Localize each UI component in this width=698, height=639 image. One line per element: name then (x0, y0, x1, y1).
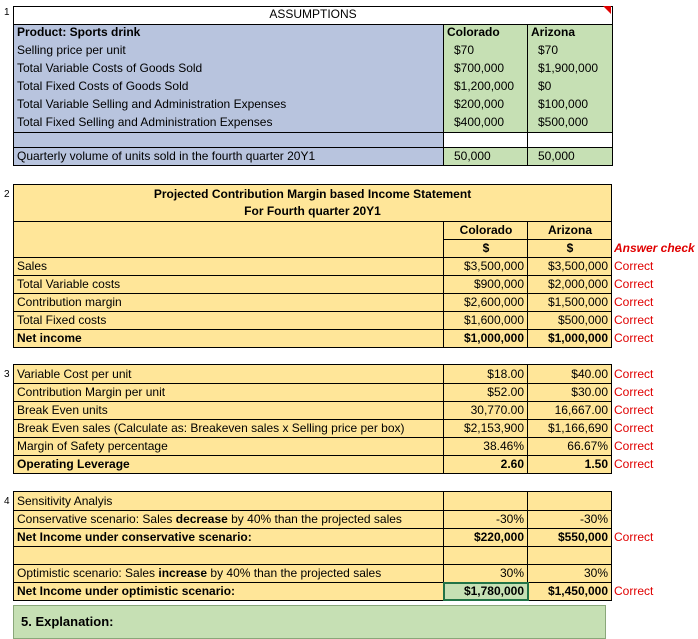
income-row-arizona[interactable]: $1,000,000 (547, 331, 608, 345)
grid-line (443, 24, 444, 166)
assumption-row-colorado[interactable]: $70 (454, 43, 475, 57)
grid-line (13, 24, 613, 25)
metric-row-label: Margin of Safety percentage (17, 439, 168, 453)
metric-row-arizona[interactable]: 66.67% (567, 439, 608, 453)
optimistic-scenario-label (14, 565, 444, 582)
conservative-net-income-arizona[interactable]: $550,000 (557, 530, 608, 544)
metric-row-arizona[interactable]: 16,667.00 (554, 403, 608, 417)
grid-line (13, 311, 612, 312)
metric-row-label: Break Even sales (Calculate as: Breakeven sales x Selling price per box) (17, 421, 405, 435)
metric-row-label: Contribution Margin per unit (17, 385, 166, 399)
metric-row-colorado[interactable]: $52.00 (487, 385, 524, 399)
grid-line (13, 275, 612, 276)
income-row-colorado[interactable]: $1,000,000 (463, 331, 524, 345)
assumption-row-arizona[interactable]: $0 (538, 79, 552, 93)
grid-line (13, 528, 612, 529)
conservative-arizona[interactable]: -30% (579, 512, 608, 526)
conservative-net-income-colorado[interactable]: $220,000 (473, 530, 524, 544)
assumptions-col-arizona: Arizona (531, 25, 576, 39)
product-label: Product: Sports drink (17, 25, 141, 39)
income-subtitle: For Fourth quarter 20Y1 (244, 204, 381, 218)
grid-line (13, 546, 612, 547)
income-row-colorado[interactable]: $1,600,000 (463, 313, 524, 327)
grid-line (13, 437, 612, 438)
grid-line (13, 132, 613, 133)
grid-line (13, 257, 612, 258)
metric-row-label: Variable Cost per unit (17, 367, 132, 381)
assumption-row-colorado[interactable]: $1,200,000 (454, 79, 515, 93)
metric-row-arizona[interactable]: $1,166,690 (547, 421, 608, 435)
assumption-row-arizona[interactable]: $70 (538, 43, 559, 57)
grid-line (13, 221, 612, 222)
assumptions-col-colorado: Colorado (447, 25, 500, 39)
metric-row-check: Correct (614, 403, 654, 417)
grid-line (527, 221, 528, 348)
income-col-colorado: Colorado (459, 223, 513, 237)
income-row-check: Correct (614, 295, 654, 309)
assumption-row-colorado[interactable]: $400,000 (454, 115, 505, 129)
row-number-1: 1 (4, 7, 10, 18)
conservative-net-income-check: Correct (614, 530, 654, 544)
income-row-check: Correct (614, 277, 654, 291)
metric-row-colorado[interactable]: 2.60 (500, 457, 524, 471)
conservative-suffix: by 40% than the projected sales (227, 512, 402, 526)
assumption-row-colorado[interactable]: $200,000 (454, 97, 505, 111)
metric-row-colorado[interactable]: $2,153,900 (463, 421, 524, 435)
selected-cell-border[interactable] (443, 582, 529, 601)
metric-row-colorado[interactable]: 30,770.00 (470, 403, 524, 417)
income-title: Projected Contribution Margin based Income Statement (153, 187, 472, 201)
income-col-arizona: Arizona (547, 223, 592, 237)
income-row-label: Total Fixed costs (17, 313, 107, 327)
conservative-scenario-label (14, 511, 444, 528)
quarterly-volume-label: Quarterly volume of units sold in the fourth quarter 20Y1 (17, 149, 316, 163)
income-currency-arizona: $ (566, 241, 574, 255)
assumption-row-arizona[interactable]: $100,000 (538, 97, 589, 111)
grid-line (13, 510, 612, 511)
optimistic-colorado[interactable]: 30% (499, 566, 524, 580)
assumption-row-arizona[interactable]: $1,900,000 (538, 61, 599, 75)
assumption-row-label: Selling price per unit (17, 43, 126, 57)
sensitivity-title: Sensitivity Analyis (17, 494, 113, 508)
grid-line (443, 364, 444, 474)
income-row-colorado[interactable]: $2,600,000 (463, 295, 524, 309)
row-number-2: 2 (4, 189, 10, 200)
conservative-net-income-label: Net Income under conservative scenario: (17, 530, 252, 544)
metric-row-check: Correct (614, 439, 654, 453)
optimistic-prefix: Optimistic scenario: Sales (17, 566, 159, 580)
grid-line (13, 147, 613, 148)
grid-line (13, 383, 612, 384)
income-row-arizona[interactable]: $3,500,000 (547, 259, 608, 273)
grid-line (443, 221, 444, 348)
explanation-label: 5. Explanation: (21, 614, 114, 629)
income-row-arizona[interactable]: $500,000 (557, 313, 608, 327)
quarterly-volume-colorado[interactable]: 50,000 (454, 149, 491, 163)
conservative-colorado[interactable]: -30% (495, 512, 524, 526)
metric-row-label: Operating Leverage (17, 457, 130, 471)
optimistic-bold: increase (158, 566, 208, 580)
comment-indicator (603, 6, 611, 14)
assumption-row-label: Total Variable Selling and Administration Expenses (17, 97, 287, 111)
conservative-prefix: Conservative scenario: Sales (17, 512, 176, 526)
income-row-label: Net income (17, 331, 82, 345)
grid-line (13, 401, 612, 402)
metric-row-arizona[interactable]: $40.00 (571, 367, 608, 381)
metric-row-check: Correct (614, 457, 654, 471)
income-row-label: Total Variable costs (17, 277, 121, 291)
income-row-colorado[interactable]: $900,000 (473, 277, 524, 291)
income-row-check: Correct (614, 259, 654, 273)
optimistic-net-income-colorado[interactable]: $1,780,000 (463, 584, 524, 598)
optimistic-arizona[interactable]: 30% (583, 566, 608, 580)
grid-line (527, 24, 528, 166)
grid-line (13, 419, 612, 420)
income-row-label: Sales (17, 259, 48, 273)
metric-row-colorado[interactable]: 38.46% (483, 439, 524, 453)
grid-line (527, 364, 528, 474)
grid-line (13, 455, 612, 456)
quarterly-volume-arizona[interactable]: 50,000 (538, 149, 575, 163)
assumptions-header: ASSUMPTIONS (269, 7, 357, 21)
row-number-3: 3 (4, 369, 10, 380)
assumption-row-arizona[interactable]: $500,000 (538, 115, 589, 129)
optimistic-net-income-label: Net Income under optimistic scenario: (17, 584, 236, 598)
metric-row-arizona[interactable]: $30.00 (571, 385, 608, 399)
income-row-check: Correct (614, 331, 654, 345)
assumption-row-label: Total Fixed Costs of Goods Sold (17, 79, 189, 93)
grid-line (13, 564, 612, 565)
income-row-arizona[interactable]: $1,500,000 (547, 295, 608, 309)
metric-row-label: Break Even units (17, 403, 108, 417)
conservative-bold: decrease (175, 512, 228, 526)
metric-row-check: Correct (614, 367, 654, 381)
income-row-check: Correct (614, 313, 654, 327)
metric-row-check: Correct (614, 421, 654, 435)
assumption-row-label: Total Variable Costs of Goods Sold (17, 61, 203, 75)
optimistic-suffix: by 40% than the projected sales (207, 566, 382, 580)
answer-check-header: Answer check (614, 241, 695, 255)
optimistic-net-income-arizona[interactable]: $1,450,000 (547, 584, 608, 598)
grid-line (13, 329, 612, 330)
income-currency-colorado: $ (482, 241, 490, 255)
assumption-row-label: Total Fixed Selling and Administration Expenses (17, 115, 273, 129)
metric-row-check: Correct (614, 385, 654, 399)
grid-line (13, 293, 612, 294)
income-row-arizona[interactable]: $2,000,000 (547, 277, 608, 291)
row-number-4: 4 (4, 496, 10, 507)
metric-row-arizona[interactable]: 1.50 (584, 457, 608, 471)
optimistic-net-income-check: Correct (614, 584, 654, 598)
income-row-label: Contribution margin (17, 295, 122, 309)
metric-row-colorado[interactable]: $18.00 (487, 367, 524, 381)
income-row-colorado[interactable]: $3,500,000 (463, 259, 524, 273)
assumption-row-colorado[interactable]: $700,000 (454, 61, 505, 75)
